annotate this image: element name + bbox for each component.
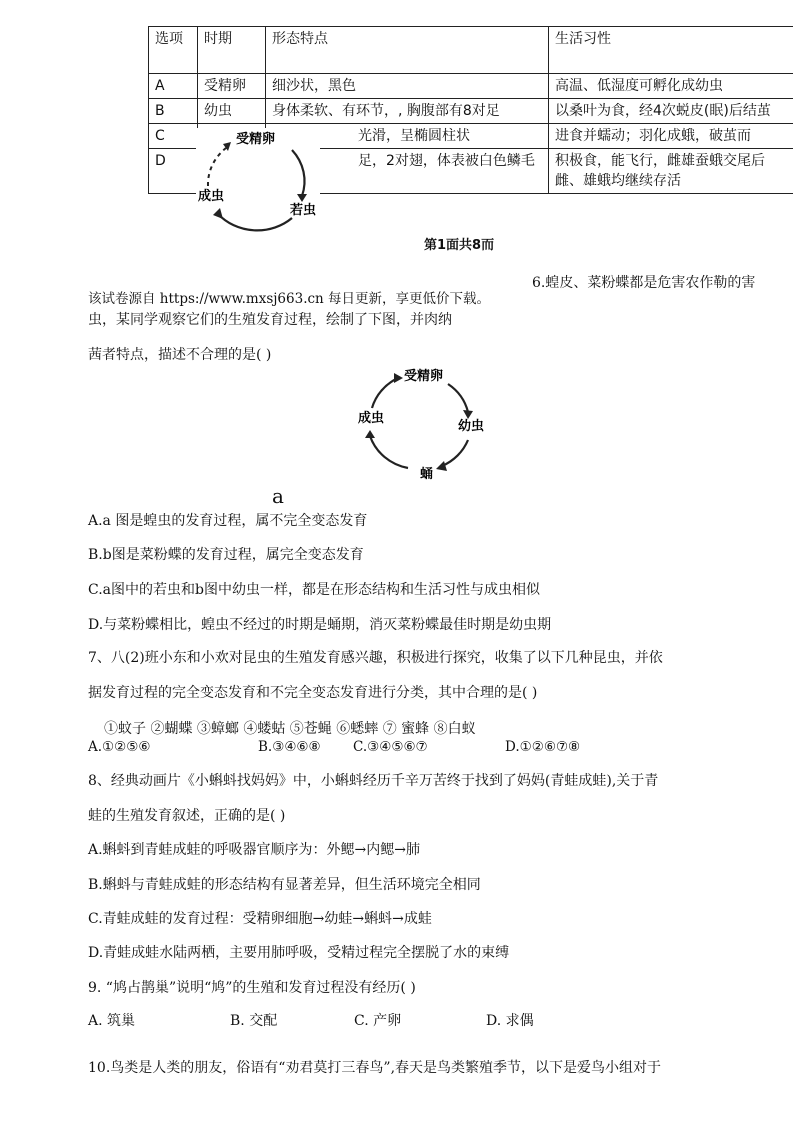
q7-line1: 7、八(2)班小东和小欢对昆虫的生殖发育感兴趣，积极进行探究，收集了以下几种昆虫，并依 — [88, 650, 663, 666]
q6-line3: 茜者特点，描述不合理的是( ) — [88, 347, 272, 363]
page-footer: 第1面共8而 — [424, 238, 495, 253]
header-cell: 形态特点 — [266, 27, 549, 74]
q6-option-b: B.b图是菜粉蝶的发育过程，属完全变态发育 — [88, 547, 364, 563]
habit-cell: 以桑叶为食，经4次蜕皮(眠)后结茧 — [549, 99, 793, 124]
q8-option-b: B.蝌蚪与青蛙成蛙的形态结构有显著差异，但生活环境完全相同 — [88, 877, 481, 893]
cycle-label-larva: 幼虫 — [458, 419, 485, 434]
q6-option-d: D.与菜粉蝶相比，蝗虫不经过的时期是蛹期，消灭菜粉蝶最佳时期是幼虫期 — [88, 617, 552, 633]
habit-cell: 进食并蠕动；羽化成蛾，破茧而 — [549, 124, 793, 149]
q6-option-a: A.a 图是蝗虫的发育过程，属不完全变态发育 — [88, 513, 368, 529]
habit-cell: 高温、低湿度可孵化成幼虫 — [549, 74, 793, 99]
q8-line1: 8、经典动画片《小蝌蚪找妈妈》中，小蝌蚪经历千辛万苦终于找到了妈妈(青蛙成蛙),关于青 — [88, 773, 659, 789]
q6-line2: 虫，某同学观察它们的生殖发育过程，绘制了下图，并肉纳 — [88, 312, 452, 328]
form-cell: 足，2对翅，体表被白色鳞毛 — [266, 149, 549, 194]
stage-cell: 幼虫 — [198, 99, 266, 124]
option-cell: B — [149, 99, 198, 124]
habit-cell: 积极食，能飞行，雌雄蚕蛾交尾后雌、雄蛾均继续存活 — [549, 149, 793, 194]
q9-option-b: B. 交配 — [230, 1013, 278, 1029]
figure-label: a — [272, 484, 284, 508]
q8-option-c: C.青蛙成蛙的发育过程：受精卵细胞→幼蛙→蝌蚪→成蛙 — [88, 911, 432, 927]
q6-line1: 6.蝗皮、菜粉蝶都是危害农作勒的害 — [532, 275, 756, 291]
q9-option-c: C. 产卵 — [354, 1013, 402, 1029]
cycle-label-pupa: 蛹 — [420, 467, 434, 482]
q9-line1: 9. “鸠占鹊巢”说明“鸠”的生殖和发育过程没有经历( ) — [88, 980, 416, 996]
stage-cell: 受精卵 — [198, 74, 266, 99]
q9-option-d: D. 求偶 — [486, 1013, 534, 1029]
q10-line1: 10.鸟类是人类的朋友，俗语有“劝君莫打三春鸟”,春天是鸟类繁殖季节，以下是爱鸟小组对于 — [88, 1060, 662, 1076]
form-cell: 身体柔软、有环节，, 胸腹部有8对足 — [266, 99, 549, 124]
cycle-label-egg: 受精卵 — [404, 369, 444, 384]
q7-line2: 据发育过程的完全变态发育和不完全变态发育进行分类，其中合理的是( ) — [88, 685, 538, 701]
cycle-label-nymph: 若虫 — [290, 203, 317, 218]
form-cell: 细沙状，黑色 — [266, 74, 549, 99]
q8-line2: 蛙的生殖发育叙述，正确的是( ) — [88, 808, 286, 824]
complete-metamorphosis-diagram — [356, 362, 486, 482]
q9-option-a: A. 筑巢 — [88, 1013, 136, 1029]
q7-option-c: C.③④⑤⑥⑦ — [353, 739, 428, 755]
table-row — [149, 74, 793, 99]
q7-option-a: A.①②⑤⑥ — [88, 739, 151, 755]
header-cell: 生活习性 — [549, 27, 793, 74]
table-row — [149, 99, 793, 124]
q7-insect-list: ①蚊子 ②蝴蝶 ③蟑螂 ④蝼蛄 ⑤苍蝇 ⑥蟋蟀 ⑦ 蜜蜂 ⑧白蚁 — [104, 721, 476, 737]
cycle-label-adult: 成虫 — [198, 189, 225, 204]
table-header-row — [149, 27, 793, 74]
option-cell: C — [149, 124, 198, 149]
option-cell: D — [149, 149, 198, 194]
q7-option-b: B.③④⑥⑧ — [258, 739, 321, 755]
q6-option-c: C.a图中的若虫和b图中幼虫一样，都是在形态结构和生活习性与成虫相似 — [88, 582, 540, 598]
q8-option-d: D.青蛙成蛙水陆两栖，主要用肺呼吸，受精过程完全摆脱了水的束缚 — [88, 945, 510, 961]
incomplete-metamorphosis-diagram — [196, 128, 320, 246]
header-cell: 时期 — [198, 27, 266, 74]
q8-option-a: A.蝌蚪到青蛙成蛙的呼吸器官顺序为：外鳃→内鳃→肺 — [88, 842, 421, 858]
header-cell: 选项 — [149, 27, 198, 74]
cycle-label-adult: 成虫 — [358, 411, 385, 426]
q7-option-d: D.①②⑥⑦⑧ — [505, 739, 581, 755]
option-cell: A — [149, 74, 198, 99]
cycle-label-egg: 受精卵 — [236, 132, 276, 147]
form-cell: 光滑，呈椭圆柱状 — [266, 124, 549, 149]
watermark-text: 该试卷源自 https://www.mxsj663.cn 每日更新，享更低价下载。 — [88, 291, 491, 307]
